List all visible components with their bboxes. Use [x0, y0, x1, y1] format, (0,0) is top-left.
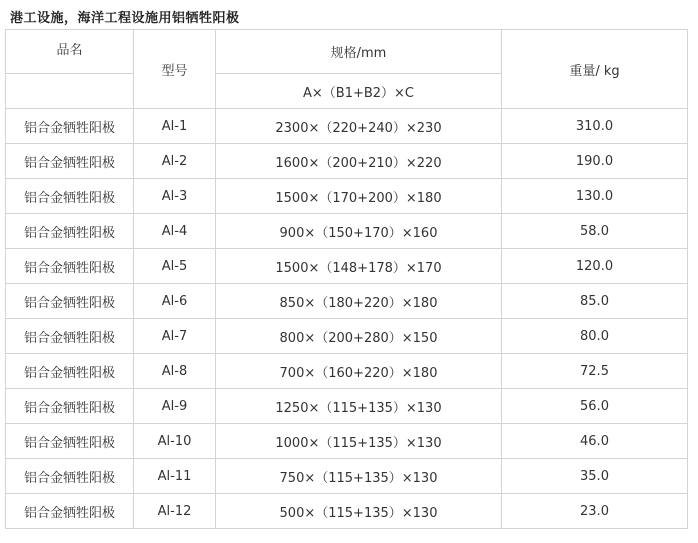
- cell-model: Al-7: [134, 319, 216, 354]
- header-name: 品名: [6, 30, 134, 74]
- cell-spec: 500×（115+135）×130: [216, 494, 502, 529]
- cell-name: 铝合金牺牲阳极: [6, 319, 134, 354]
- cell-spec: 700×（160+220）×180: [216, 354, 502, 389]
- header-weight: 重量/ kg: [502, 30, 688, 109]
- cell-weight: 85.0: [502, 284, 688, 319]
- page-title: 港工设施，海洋工程设施用铝牺牲阳极: [10, 11, 240, 26]
- cell-weight: 46.0: [502, 424, 688, 459]
- table-row: [6, 214, 688, 249]
- cell-spec: 2300×（220+240）×230: [216, 109, 502, 144]
- cell-name: 铝合金牺牲阳极: [6, 214, 134, 249]
- table-row: [6, 494, 688, 529]
- cell-spec: 750×（115+135）×130: [216, 459, 502, 494]
- table-row: [6, 144, 688, 179]
- cell-name: 铝合金牺牲阳极: [6, 389, 134, 424]
- cell-spec: 1600×（200+210）×220: [216, 144, 502, 179]
- cell-weight: 23.0: [502, 494, 688, 529]
- cell-spec: 1500×（148+178）×170: [216, 249, 502, 284]
- cell-model: Al-11: [134, 459, 216, 494]
- cell-weight: 130.0: [502, 179, 688, 214]
- header-spec: 规格/mm: [216, 30, 502, 74]
- cell-model: Al-9: [134, 389, 216, 424]
- cell-weight: 120.0: [502, 249, 688, 284]
- cell-model: Al-4: [134, 214, 216, 249]
- cell-spec: 1500×（170+200）×180: [216, 179, 502, 214]
- cell-spec: 1000×（115+135）×130: [216, 424, 502, 459]
- cell-model: Al-10: [134, 424, 216, 459]
- table-row: [6, 319, 688, 354]
- cell-model: Al-8: [134, 354, 216, 389]
- cell-weight: 56.0: [502, 389, 688, 424]
- cell-model: Al-1: [134, 109, 216, 144]
- cell-name: 铝合金牺牲阳极: [6, 249, 134, 284]
- cell-weight: 310.0: [502, 109, 688, 144]
- table-header-row: [6, 30, 688, 74]
- table-row: [6, 179, 688, 214]
- cell-spec: 800×（200+280）×150: [216, 319, 502, 354]
- cell-weight: 58.0: [502, 214, 688, 249]
- cell-weight: 80.0: [502, 319, 688, 354]
- cell-model: Al-12: [134, 494, 216, 529]
- cell-weight: 35.0: [502, 459, 688, 494]
- cell-model: Al-2: [134, 144, 216, 179]
- cell-name: 铝合金牺牲阳极: [6, 494, 134, 529]
- cell-name: 铝合金牺牲阳极: [6, 179, 134, 214]
- header-spec-formula: A×（B1+B2）×C: [216, 74, 502, 109]
- cell-spec: 900×（150+170）×160: [216, 214, 502, 249]
- table-row: [6, 284, 688, 319]
- cell-name: 铝合金牺牲阳极: [6, 144, 134, 179]
- cell-spec: 1250×（115+135）×130: [216, 389, 502, 424]
- header-name-blank: [6, 74, 134, 109]
- cell-model: Al-3: [134, 179, 216, 214]
- anode-spec-table: [5, 29, 688, 529]
- cell-spec: 850×（180+220）×180: [216, 284, 502, 319]
- header-model: 型号: [134, 30, 216, 109]
- table-row: [6, 249, 688, 284]
- cell-weight: 72.5: [502, 354, 688, 389]
- cell-name: 铝合金牺牲阳极: [6, 109, 134, 144]
- cell-name: 铝合金牺牲阳极: [6, 354, 134, 389]
- table-row: [6, 354, 688, 389]
- cell-name: 铝合金牺牲阳极: [6, 459, 134, 494]
- table-row: [6, 424, 688, 459]
- cell-weight: 190.0: [502, 144, 688, 179]
- cell-model: Al-6: [134, 284, 216, 319]
- cell-name: 铝合金牺牲阳极: [6, 284, 134, 319]
- table-row: [6, 389, 688, 424]
- table-body: [6, 109, 688, 529]
- cell-name: 铝合金牺牲阳极: [6, 424, 134, 459]
- table-row: [6, 459, 688, 494]
- cell-model: Al-5: [134, 249, 216, 284]
- table-row: [6, 109, 688, 144]
